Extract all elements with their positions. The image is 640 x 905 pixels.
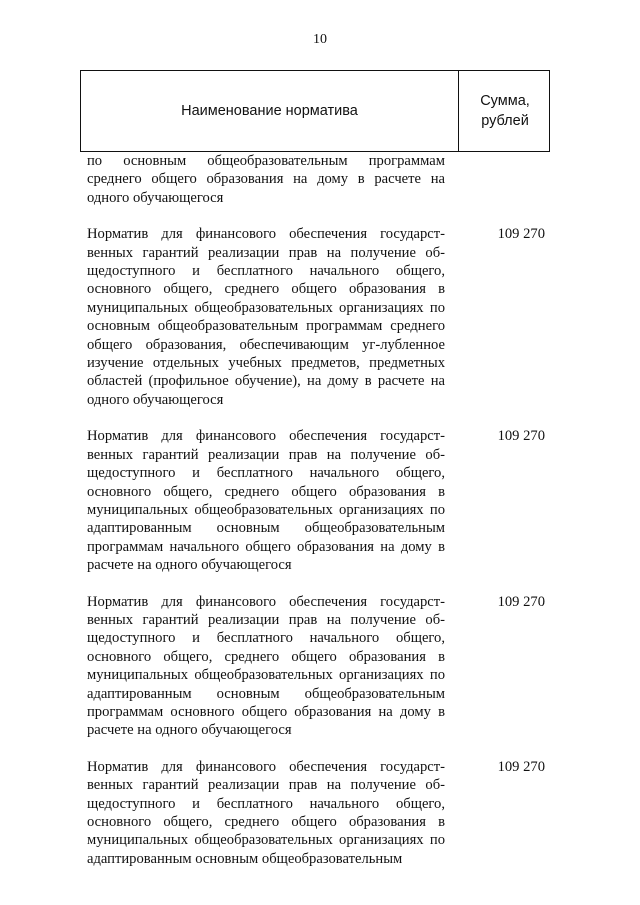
table-row [87, 758, 547, 868]
norm-description: по основным общеобразовательным программам среднего общего образования на дому в расчете на одного обучающегося [87, 153, 445, 206]
table-header [80, 70, 550, 152]
table-body [87, 152, 547, 868]
table-row [87, 427, 547, 574]
table-row [87, 152, 547, 207]
column-header-name: Наименование норматива [181, 103, 358, 119]
page-number: 10 [313, 32, 327, 47]
norm-amount: 109 270 [497, 428, 545, 445]
norm-description: Норматив для финансового обеспечения государст-венных гарантий реализации прав на получение об-щедоступного и бесплатного начального общего, основного общего, среднего общего образования в муниципальных общеобразовательных организациях по адаптированным основным общеобразовательным программам основного общего образования на дому в расчете на одного обучающегося [87, 593, 445, 739]
column-header-sum [459, 71, 551, 151]
table-row [87, 225, 547, 409]
table-row [87, 593, 547, 740]
norm-description: Норматив для финансового обеспечения государст-венных гарантий реализации прав на получение об-щедоступного и бесплатного начального общего, основного общего, среднего общего образования в муниципальных общеобразовательных организациях по адаптированным основным общеобразовательным программам начального общего образования на дому в расчете на одного обучающегося [87, 428, 445, 574]
norm-amount: 109 270 [497, 226, 545, 243]
norm-amount: 109 270 [497, 593, 545, 610]
norm-amount: 109 270 [497, 758, 545, 775]
column-header-sum-line2: рублей [481, 113, 529, 129]
norm-description: Норматив для финансового обеспечения государст-венных гарантий реализации прав на получение об-щедоступного и бесплатного начального общего, основного общего, среднего общего образования в муниципальных общеобразовательных организациях по адаптированным основным общеобразовательным [87, 758, 445, 867]
norm-description: Норматив для финансового обеспечения государст-венных гарантий реализации прав на получение об-щедоступного и бесплатного начального общего, основного общего, среднего общего образования в муниципальных общеобразовательных организациях по основным общеобразовательным программам среднего общего образования, обеспечивающим уг-лубленное изучение отдельных учебных предметов, предметных областей (профильное обучение), на дому в расчете на одного обучающегося [87, 226, 445, 408]
column-header-sum-line1: Сумма, [480, 93, 530, 109]
